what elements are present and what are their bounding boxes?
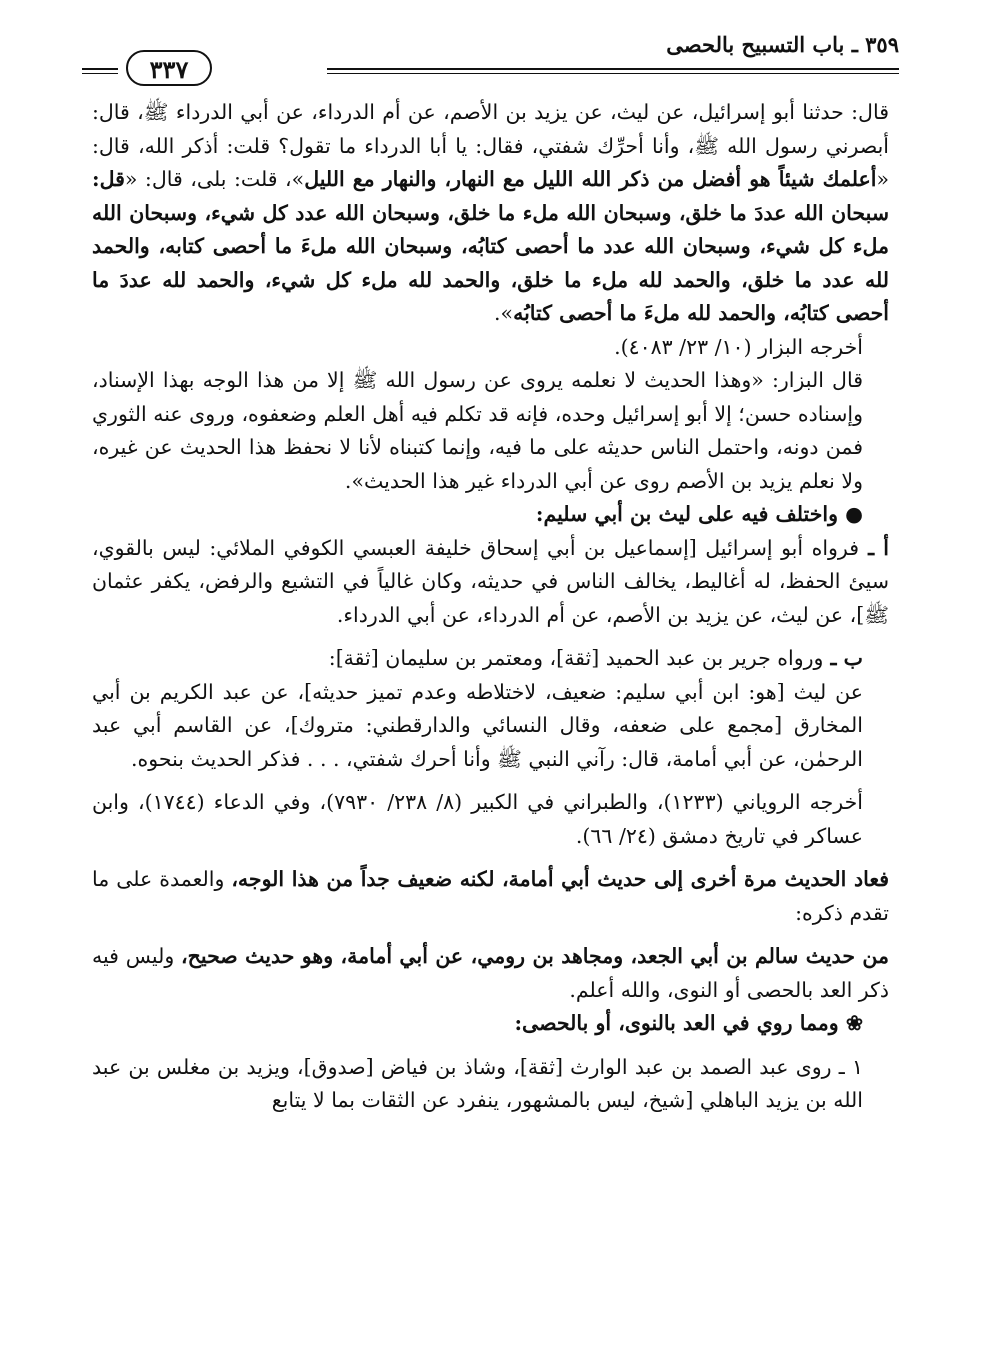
paragraph bbox=[92, 642, 889, 676]
paragraph bbox=[92, 364, 889, 498]
text-run: قال: حدثنا أبو إسرائيل، عن ليث، عن يزيد بن الأصم، عن أم الدرداء، عن أبي الدرداء ﷺ، قال: أبصرني رسول الله ﷺ، وأنا أحرِّك شفتي، فقال: يا أبا الدرداء ما تقول؟ قلت: أذكر الله، قال: « bbox=[92, 100, 889, 191]
header-rule bbox=[327, 68, 899, 70]
paragraph bbox=[92, 532, 889, 633]
header-rule bbox=[327, 73, 899, 74]
text-run: ورواه جرير بن عبد الحميد [ثقة]، ومعتمر بن سليمان [ثقة]: bbox=[328, 646, 824, 670]
text-run-bold: قل: سبحان الله عددَ ما خلق، وسبحان الله ملء ما خلق، وسبحان الله عدد كل شيء، وسبحان الله ملء كل شيء، وسبحان الله عدد ما أحصى كتابُه، وسبحان الله ملءَ ما أحصى كتابه، والحمد لله عدد ما خلق، والحمد لله ملء ما خلق، والحمد لله ملء كل شيء، والحمد لله عددَ ما أحصى كتابُه، والحمد لله ملءَ ما أحصى كتابُه bbox=[92, 167, 889, 325]
text-run: والعمدة على ما تقدم ذكره: bbox=[92, 867, 889, 925]
page-body bbox=[92, 96, 889, 1118]
header-rule bbox=[82, 68, 118, 70]
text-run-bold: فعاد الحديث مرة أخرى إلى حديث أبي أمامة، لكنه ضعيف جداً من هذا الوجه، bbox=[231, 867, 890, 891]
text-run-bold: ❀ ومما روي في العد بالنوى، أو بالحصى: bbox=[514, 1011, 863, 1035]
text-run-bold: ب ـ bbox=[823, 646, 863, 670]
text-run: ١ ـ روى عبد الصمد بن عبد الوارث [ثقة]، وشاذ بن فياض [صدوق]، ويزيد بن مغلس بن عبد الله بن يزيد الباهلي [شيخ، ليس بالمشهور، ينفرد عن الثقات بما لا يتابع bbox=[92, 1054, 863, 1112]
text-run-bold: من حديث سالم بن أبي الجعد، ومجاهد بن رومي، عن أبي أمامة، وهو حديث صحيح، bbox=[181, 944, 889, 968]
paragraph bbox=[92, 786, 889, 853]
text-run: فرواه أبو إسرائيل [إسماعيل بن أبي إسحاق خليفة العبسي الكوفي الملائي: ليس بالقوي، سيئ الحفظ، له أغاليط، يخالف الناس في حديثه، وكان غالياً في التشيع والرفض، يكفر عثمان ﷺ]، عن ليث، عن يزيد بن الأصم، عن أم الدرداء، عن أبي الدرداء. bbox=[92, 535, 889, 627]
text-run: عن ليث [هو: ابن أبي سليم: ضعيف، لاختلاطه وعدم تميز حديثه]، عن عبد الكريم بن أبي المخارق [مجمع على ضعفه، وقال النسائي والدارقطني: متروك]، عن القاسم أبي عبد الرحمٰن، عن أبي أمامة، قال: رآني النبي ﷺ وأنا أحرك شفتي، . . . فذكر الحديث بنحوه. bbox=[92, 679, 863, 771]
chapter-title: ٣٥٩ ـ باب التسبيح بالحصى bbox=[666, 32, 899, 57]
paragraph bbox=[92, 96, 889, 331]
text-run: وليس فيه ذكر العد بالحصى أو النوى، والله أعلم. bbox=[92, 944, 889, 1002]
text-run: أخرجه الروياني (١٢٣٣)، والطبراني في الكبير (٨/ ٢٣٨/ ٧٩٣٠)، وفي الدعاء (١٧٤٤)، وابن عساكر في تاريخ دمشق (٢٤/ ٦٦). bbox=[92, 790, 863, 848]
text-run-bold: أ ـ bbox=[859, 535, 889, 560]
text-run: قال البزار: «وهذا الحديث لا نعلمه يروى عن رسول الله ﷺ إلا من هذا الوجه بهذا الإسناد، وإسناده حسن؛ إلا أبو إسرائيل وحده، فإنه قد تكلم فيه أهل العلم وضعفوه، وروى عنه الثوري فمن دونه، واحتمل الناس حديثه على ما فيه، وإنما كتبناه لأنا لا نحفظ هذا الحديث عن غيره، ولا نعلم يزيد بن الأصم روى عن أبي الدرداء غير هذا الحديث». bbox=[92, 368, 863, 493]
paragraph bbox=[92, 331, 889, 365]
page-header bbox=[82, 28, 899, 90]
paragraph bbox=[92, 940, 889, 1007]
paragraph bbox=[92, 498, 889, 532]
text-run-bold: ● واختلف فيه على ليث بن أبي سليم: bbox=[535, 502, 863, 526]
text-run-bold: أعلمك شيئاً هو أفضل من ذكر الله الليل مع النهار، والنهار مع الليل bbox=[304, 167, 877, 191]
paragraph bbox=[92, 1007, 889, 1041]
header-rule bbox=[82, 73, 118, 74]
text-run: ». bbox=[494, 301, 514, 325]
page-number: ٣٣٧ bbox=[126, 50, 212, 86]
paragraph bbox=[92, 676, 889, 777]
text-run: »، قلت: بلى، قال: « bbox=[124, 167, 305, 191]
paragraph bbox=[92, 1051, 889, 1118]
paragraph bbox=[92, 863, 889, 930]
text-run: أخرجه البزار (١٠/ ٢٣/ ٤٠٨٣). bbox=[614, 334, 863, 359]
